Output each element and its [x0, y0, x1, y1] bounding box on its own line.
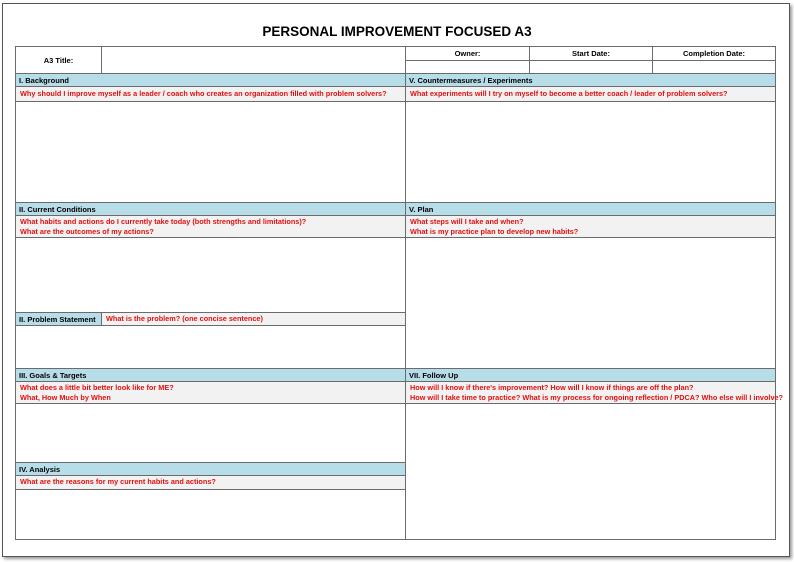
countermeasures-heading: V. Countermeasures / Experiments: [405, 73, 776, 87]
analysis-question-1: What are the reasons for my current habits and actions?: [20, 477, 216, 486]
follow-up-question-2: How will I take time to practice? What is my process for ongoing reflection / PDCA? Who else will I involve?: [410, 393, 784, 402]
countermeasures-question-1: What experiments will I try on myself to become a better coach / leader of problem solvers?: [410, 89, 728, 98]
problem-statement-question-1: What is the problem? (one concise sentence): [106, 314, 263, 323]
plan-prompt: [405, 215, 776, 238]
start-date-label: Start Date:: [529, 46, 653, 61]
background-question-1: Why should I improve myself as a leader / coach who creates an organization filled with problem solvers?: [20, 89, 387, 98]
current-conditions-text-area[interactable]: [15, 237, 406, 313]
background-text-area[interactable]: [15, 101, 406, 203]
follow-up-prompt: [405, 381, 784, 404]
page-title: PERSONAL IMPROVEMENT FOCUSED A3: [262, 24, 532, 39]
a3-title-field[interactable]: [101, 46, 406, 74]
analysis-prompt: [15, 475, 406, 490]
follow-up-text-area[interactable]: [405, 403, 776, 540]
completion-date-label: Completion Date:: [652, 46, 776, 61]
countermeasures-prompt: [405, 86, 776, 102]
completion-date-field[interactable]: [652, 60, 776, 74]
a3-title-label: A3 Title:: [15, 46, 102, 74]
current-conditions-question-2: What are the outcomes of my actions?: [20, 227, 154, 236]
plan-question-1: What steps will I take and when?: [410, 217, 524, 226]
plan-question-2: What is my practice plan to develop new habits?: [410, 227, 579, 236]
current-conditions-heading: II. Current Conditions: [15, 202, 406, 216]
follow-up-question-1: How will I know if there's improvement? How will I know if things are off the plan?: [410, 383, 694, 392]
analysis-text-area[interactable]: [15, 489, 406, 540]
background-prompt: [15, 86, 406, 102]
goals-targets-prompt: [15, 381, 406, 404]
goals-targets-heading: III. Goals & Targets: [15, 368, 406, 382]
problem-statement-prompt: [101, 312, 406, 326]
follow-up-heading: VII. Follow Up: [405, 368, 776, 382]
countermeasures-text-area[interactable]: [405, 101, 776, 203]
problem-statement-heading: II. Problem Statement: [15, 312, 102, 326]
goals-targets-text-area[interactable]: [15, 403, 406, 463]
background-heading: I. Background: [15, 73, 406, 87]
analysis-heading: IV. Analysis: [15, 462, 406, 476]
goals-targets-question-2: What, How Much by When: [20, 393, 111, 402]
current-conditions-prompt: [15, 215, 406, 238]
current-conditions-question-1: What habits and actions do I currently take today (both strengths and limitations)?: [20, 217, 307, 226]
problem-statement-text-area[interactable]: [15, 325, 406, 369]
plan-heading: V. Plan: [405, 202, 776, 216]
plan-text-area[interactable]: [405, 237, 776, 369]
owner-label: Owner:: [405, 46, 530, 61]
start-date-field[interactable]: [529, 60, 653, 74]
goals-targets-question-1: What does a little bit better look like for ME?: [20, 383, 174, 392]
owner-field[interactable]: [405, 60, 530, 74]
